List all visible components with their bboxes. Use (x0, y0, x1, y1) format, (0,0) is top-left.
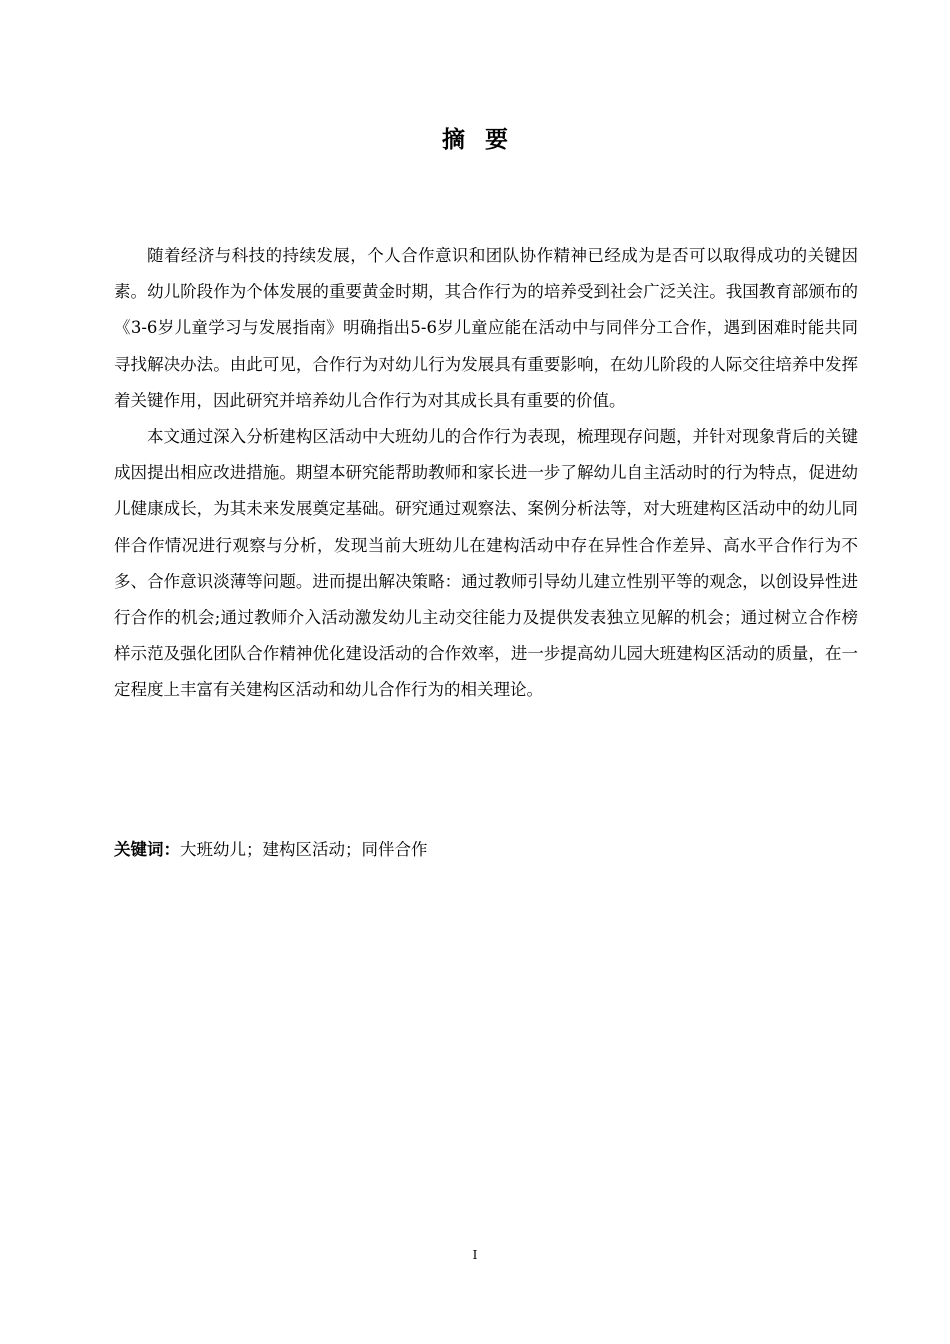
abstract-body (114, 238, 858, 709)
page-number: I (472, 1248, 478, 1262)
abstract-paragraph-2: 本文通过深入分析建构区活动中大班幼儿的合作行为表现，梳理现存问题，并针对现象背后的关键成因提出相应改进措施。期望本研究能帮助教师和家长进一步了解幼儿自主活动时的行为特点，促进幼儿健康成长，为其未来发展奠定基础。研究通过观察法、案例分析法等，对大班建构区活动中的幼儿同伴合作情况进行观察与分析，发现当前大班幼儿在建构活动中存在异性合作差异、高水平合作行为不多、合作意识淡薄等问题。进而提出解决策略：通过教师引导幼儿建立性别平等的观念，以创设异性进行合作的机会;通过教师介入活动激发幼儿主动交往能力及提供发表独立见解的机会；通过树立合作榜样示范及强化团队合作精神优化建设活动的合作效率，进一步提高幼儿园大班建构区活动的质量，在一定程度上丰富有关建构区活动和幼儿合作行为的相关理论。 (114, 427, 858, 700)
keywords-line (114, 832, 858, 868)
keywords-label: 关键词： (114, 840, 180, 859)
abstract-paragraph-1: 随着经济与科技的持续发展，个人合作意识和团队协作精神已经成为是否可以取得成功的关键因素。幼儿阶段作为个体发展的重要黄金时期，其合作行为的培养受到社会广泛关注。我国教育部颁布的《3-6岁儿童学习与发展指南》明确指出5-6岁儿童应能在活动中与同伴分工合作，遇到困难时能共同寻找解决办法。由此可见，合作行为对幼儿行为发展具有重要影响，在幼儿阶段的人际交往培养中发挥着关键作用，因此研究并培养幼儿合作行为对其成长具有重要的价值。 (114, 246, 858, 410)
page-title: 摘要 (442, 126, 528, 153)
keywords-value: 大班幼儿；建构区活动；同伴合作 (180, 840, 428, 859)
